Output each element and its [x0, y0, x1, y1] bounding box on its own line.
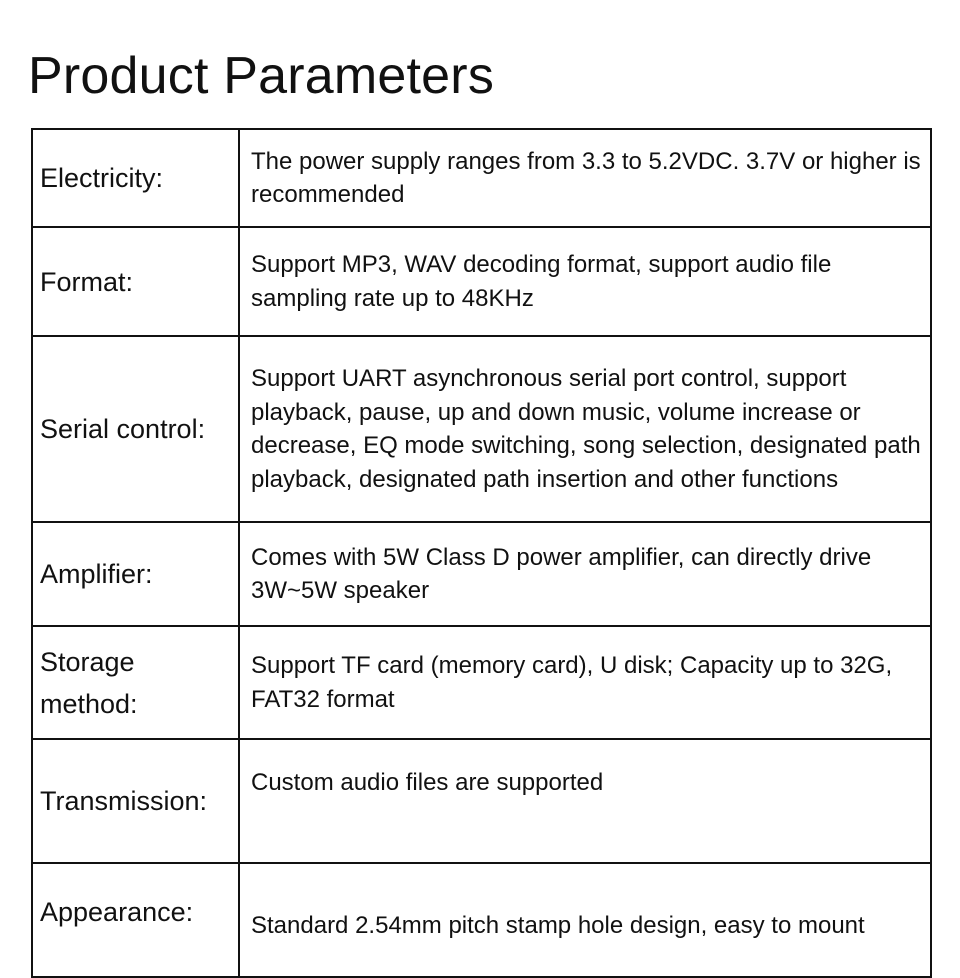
param-label: Transmission: [32, 739, 239, 863]
product-parameters-table [31, 128, 932, 978]
table-row-transmission [32, 739, 931, 863]
param-label: Serial control: [32, 336, 239, 522]
param-label: Amplifier: [32, 522, 239, 626]
param-label: Format: [32, 227, 239, 336]
page-title: Product Parameters [28, 47, 495, 105]
table-row-serial-control [32, 336, 931, 522]
param-value: Standard 2.54mm pitch stamp hole design, easy to mount [239, 863, 931, 977]
table-row-amplifier [32, 522, 931, 626]
param-value: Support MP3, WAV decoding format, support audio file sampling rate up to 48KHz [239, 227, 931, 336]
param-value: Support UART asynchronous serial port control, support playback, pause, up and down music, volume increase or decrease, EQ mode switching, song selection, designated path playback, designated path insertion and other functions [239, 336, 931, 522]
param-value: The power supply ranges from 3.3 to 5.2VDC. 3.7V or higher is recommended [239, 129, 931, 227]
param-value: Comes with 5W Class D power amplifier, can directly drive 3W~5W speaker [239, 522, 931, 626]
param-label: Electricity: [32, 129, 239, 227]
table-row-format [32, 227, 931, 336]
param-label: Storage method: [32, 626, 239, 739]
table-row-storage-method [32, 626, 931, 739]
param-label: Appearance: [32, 863, 239, 977]
param-value: Support TF card (memory card), U disk; Capacity up to 32G, FAT32 format [239, 626, 931, 739]
param-value: Custom audio files are supported [239, 739, 931, 863]
table-row-electricity [32, 129, 931, 227]
